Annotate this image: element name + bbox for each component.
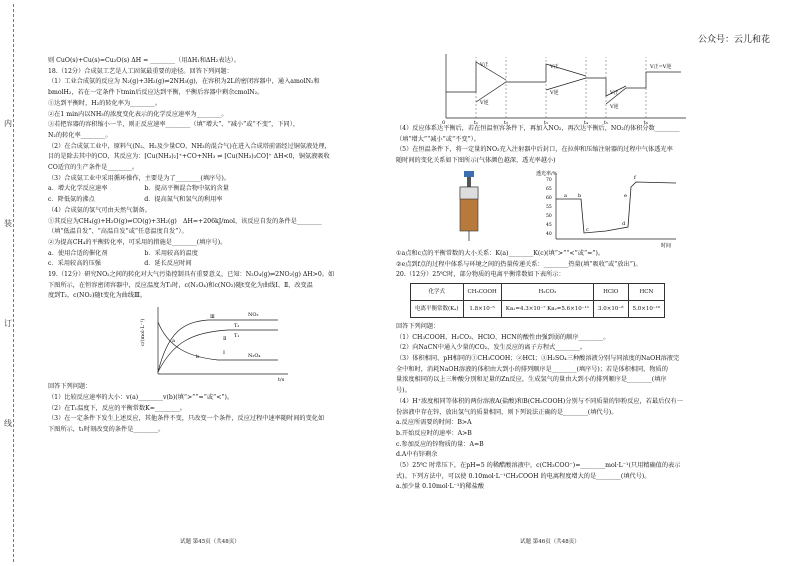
text-line: 量浓度相同的以上三种酸分别和足量的Zn反应，生成氢气的量由大到小的排列顺序是________(填序 bbox=[396, 376, 667, 384]
text-line: （2）向NaCN中通入少量的CO₂，发生反应的离子方程式________。 bbox=[396, 344, 587, 352]
table-cell: Ka₁=4.3×10⁻⁷ Ka₂=5.6×10⁻¹¹ bbox=[501, 300, 593, 317]
text-line: ②e点到f点的过程中体系与环境之间的热量传递关系：________热量(填“吸收”或“放出”)。 bbox=[396, 260, 642, 268]
text-line: ①a点和c点的平衡常数的大小关系：K(a)________K(c)(填“>”“<”或“=”)。 bbox=[396, 249, 605, 257]
tick-label: 45 bbox=[546, 222, 552, 228]
text-line: （3）在一定条件下发生上述反应，其他条件不变，只改变一个条件，反应过程中速率随时间的变化如 bbox=[48, 415, 325, 423]
question-text-block bbox=[396, 124, 776, 167]
curve-label: Ⅲ bbox=[210, 314, 215, 321]
text-line: （5）25℃ 时常压下，在pH=5 的稀醋酸溶液中，c(CH₃COO⁻)=________mol·L⁻¹(只用精确值的表示 bbox=[396, 462, 681, 470]
binding-char: 订 bbox=[4, 319, 12, 328]
table-cell: 3.0×10⁻⁸ bbox=[594, 300, 628, 317]
tick-label: t₃ bbox=[544, 120, 549, 124]
curve-label: T₁ bbox=[234, 333, 240, 340]
x-axis-label: t/s bbox=[278, 377, 285, 383]
question-text-block bbox=[48, 382, 378, 436]
text-line: （填“低温自发”、“高温自发”或“任意温度自发”）。 bbox=[48, 228, 188, 236]
text-line: 回答下列问题： bbox=[48, 383, 92, 391]
binding-char: 装 bbox=[4, 219, 12, 228]
text-line: （1）工业合成氨的反应为 N₂(g)+3H₂(g)⇌2NH₃(g)，在容积为2L的密闭容器中，通入amolN₂和 bbox=[48, 78, 320, 86]
text-line: 式)。下列方法中，可以使 0.10mol·L⁻¹CH₃COOH 的电离程度增大的是________(填代号)。 bbox=[396, 472, 651, 480]
page-footer-left: 试题 第45页（共48页） bbox=[180, 539, 240, 545]
table-cell: 5.0×10⁻¹⁰ bbox=[628, 300, 665, 317]
curve-label: V逆 bbox=[480, 100, 489, 106]
text-line: 份溶液中存在锌，放出氢气的质量相同，则下列说法正确的是________(填代号)。 bbox=[396, 408, 618, 416]
text-line: 全中和时，消耗NaOH溶液的体积由大到小的排列顺序是________(填序号)；若是体积相同，物质的 bbox=[396, 365, 668, 373]
text-line: （4）H⁺浓度相同等体积的两份溶液A(盐酸)和B(CH₃COOH)分别与不同质量的锌粉反应，若最后仅有一 bbox=[396, 397, 683, 405]
left-column bbox=[48, 56, 378, 436]
table-row bbox=[411, 300, 665, 317]
text-line: （1）CH₃COOH、H₂CO₃、HClO、HCN的酸性由强到弱的顺序________。 bbox=[396, 333, 610, 341]
y-axis-label: 透光率/% bbox=[536, 170, 558, 177]
tick-label: 70 bbox=[546, 177, 552, 183]
text-line: ②在1 min内以NH₃的浓度变化表示的化学反应速率为________。 bbox=[48, 110, 228, 118]
text-line: c．降低氨的沸点 d．提高氮气和氢气的利用率 bbox=[48, 196, 223, 204]
table-cell: 电离平衡常数(Kₐ) bbox=[411, 300, 464, 317]
table-header: HCN bbox=[628, 283, 665, 300]
table-header: CH₃COOH bbox=[463, 283, 501, 300]
tick-label: 40 bbox=[546, 231, 552, 237]
point-label: b bbox=[196, 354, 200, 361]
table-row bbox=[411, 283, 665, 300]
curve-label: V正 bbox=[480, 62, 489, 68]
text-line: 下图所示，t₁时刻改变的条件是________。 bbox=[48, 425, 165, 433]
ionization-constant-table bbox=[410, 283, 665, 318]
text-line: （3）合成氨工业中采用循环操作，主要是为了________(填序号)。 bbox=[48, 174, 231, 182]
text-line: c．采用较高的压强 d．延长反应时间 bbox=[48, 260, 192, 268]
series-label: N₂O₄ bbox=[248, 353, 261, 360]
tick-label: t₁ bbox=[474, 120, 479, 124]
point-label: d bbox=[622, 220, 626, 227]
text-line: a．增大化学反应速率 b．提高平衡混合物中氨的含量 bbox=[48, 185, 229, 193]
brand-label: 公众号：云儿和花 bbox=[697, 35, 770, 45]
text-line: c.参加反应的锌物质的量：A=B bbox=[396, 440, 484, 448]
text-line: ③若把容器的容积缩小一半，则正反应速率________（填“增大”、“减小”或“不变”，下同）， bbox=[48, 121, 300, 129]
text-line: N₂的转化率________。 bbox=[48, 131, 112, 139]
text-line: ①达到平衡时，H₂的转化率为________。 bbox=[48, 99, 162, 107]
text-line: a.加少量 0.10mol·L⁻¹的稀盐酸 bbox=[396, 483, 485, 491]
table-header: HClO bbox=[594, 283, 628, 300]
text-line: a．使用合适的催化剂 b．采用较高的温度 bbox=[48, 249, 198, 257]
text-line: 下图所示，在恒容密闭容器中，反应温度为T₁时，c(N₂O₄)和c(NO₂)随t变化为曲线Ⅰ、Ⅱ，改变温 bbox=[48, 281, 313, 289]
curve-label: T₂ bbox=[234, 323, 240, 330]
text-line: ①其反应为CH₄(g)+H₂O(g)⇌CO(g)+3H₂(g) ΔH=+206kJ/mol，该反应自发的条件是________ bbox=[48, 217, 322, 225]
curve-label: V正 bbox=[610, 90, 619, 96]
text-line: （填“增大”“减小”或“不变”）。 bbox=[396, 135, 480, 143]
table-header: H₂CO₃ bbox=[501, 283, 593, 300]
tick-label: 55 bbox=[546, 204, 552, 210]
text-line: ②为提高CH₄的平衡转化率，可采用的措施是________(填序号)。 bbox=[48, 238, 227, 246]
concentration-time-figure bbox=[138, 302, 298, 382]
page-footer-right: 试题 第46页（共48页） bbox=[520, 539, 580, 545]
text-line: （3）体积相同、pH相同的①CH₃COOH；②HCl；③H₂SO₄三种酸溶液分别与同浓度的NaOH溶液完 bbox=[396, 355, 680, 363]
x-axis-label: 时间 bbox=[661, 242, 672, 249]
point-label: e bbox=[624, 192, 627, 199]
curve-label: V逆 bbox=[550, 90, 559, 96]
text-line: d.A中有锌剩余 bbox=[396, 451, 438, 459]
text-line: 20.（12分）25℃时，部分物质的电离平衡常数如下表所示： bbox=[396, 271, 565, 279]
table-cell: 1.8×10⁻⁵ bbox=[463, 300, 501, 317]
text-line: （2）在合成氨工业中，原料气(N₂、H₂及少量CO、NH₃的混合气)在进入合成塔前需经过铜氨液处理， bbox=[48, 142, 331, 150]
text-line: 19.（12分）研究NO₂之间的转化对大气污染控制具有重要意义，已知：N₂O₄(g)⇌2NO₂(g) ΔH>0。如 bbox=[48, 271, 335, 279]
question-text-block bbox=[396, 322, 776, 493]
text-line: 号)。 bbox=[396, 387, 411, 395]
series-label: NO₂ bbox=[248, 312, 259, 319]
point-label: b bbox=[578, 192, 582, 199]
text-line: （5）在恒温条件下，将一定量的NO₂充入注射器中后封口，在拉伸和压缩注射器的过程中气体透光率 bbox=[396, 146, 673, 154]
cut-line bbox=[13, 4, 14, 562]
text-line: 目的是除去其中的CO，其反应为：[Cu(NH₃)₂]⁺+CO+NH₃ ⇌ [Cu(NH₃)₃CO]⁺ ΔH<0，铜氨液吸收 bbox=[48, 153, 330, 161]
tick-label: 65 bbox=[546, 186, 552, 192]
text-line: （4）合成氨的氢气可由天然气制备。 bbox=[48, 206, 151, 214]
right-column bbox=[396, 52, 776, 493]
curve-label: V正 bbox=[550, 64, 559, 70]
point-label: a bbox=[172, 338, 175, 345]
text-line: 18.（12分）合成氨工艺是人工固氮最重要的途径。回答下列问题： bbox=[48, 67, 233, 75]
tick-label: t₅ bbox=[604, 120, 609, 124]
text-line: CO适宜的生产条件是________。 bbox=[48, 164, 139, 172]
transmittance-figure bbox=[436, 167, 696, 249]
point-label: a bbox=[564, 192, 567, 199]
text-line: 回答下列问题： bbox=[396, 322, 440, 330]
tick-label: 60 bbox=[546, 195, 552, 201]
tick-label: t₂ bbox=[504, 120, 509, 124]
curve-label: Ⅰ bbox=[223, 350, 225, 357]
text-line: （2）在T₁温度下，反应的平衡常数K=________。 bbox=[48, 404, 186, 412]
table-header: 化学式 bbox=[411, 283, 464, 300]
text-line: 则 CuO(s)+Cu(s)=Cu₂O(s) ΔH = ________（用ΔH₁和ΔH₂表达）。 bbox=[48, 57, 240, 64]
binding-char: 内 bbox=[4, 119, 12, 128]
text-line: b.开始反应时的速率：A>B bbox=[396, 429, 472, 437]
text-line: a.反应所需要的时间：B>A bbox=[396, 419, 472, 427]
curve-label: V逆 bbox=[610, 104, 619, 110]
question-text-block bbox=[48, 56, 378, 302]
binding-char: 线 bbox=[4, 419, 12, 428]
text-line: bmolH₂，若在一定条件下tmin后反应达到平衡，平衡后容器中剩余cmolN₂。 bbox=[48, 89, 264, 97]
text-line: （4）反应体系达平衡后，若在恒温恒容条件下，再加入NO₂，再次达平衡后，NO₂的体积分数________ bbox=[396, 125, 680, 132]
point-label: c bbox=[586, 226, 589, 233]
tick-label: t₄ bbox=[584, 120, 589, 124]
tick-label: 0 bbox=[442, 120, 446, 124]
rate-time-figure bbox=[436, 52, 696, 124]
question-text-block bbox=[396, 249, 776, 281]
text-line: 随时间的变化关系如下图所示(气体颜色越深，透光率越小) bbox=[396, 157, 556, 165]
curve-label: Ⅱ bbox=[223, 336, 227, 343]
tick-label: t₆ bbox=[644, 120, 649, 124]
text-line: 度到T₂，c(NO₂)随t变化为曲线Ⅲ。 bbox=[48, 292, 147, 300]
curve-label: V正=V逆 bbox=[650, 64, 672, 70]
tick-label: 50 bbox=[546, 213, 552, 219]
point-label: f bbox=[634, 174, 636, 181]
binding-margin bbox=[0, 0, 24, 566]
text-line: （1）比较反应速率的大小：v(a)________v(b)(填“>”“=”或“<”)。 bbox=[48, 393, 234, 401]
y-axis-label: c/(mol·L⁻¹) bbox=[140, 318, 146, 347]
